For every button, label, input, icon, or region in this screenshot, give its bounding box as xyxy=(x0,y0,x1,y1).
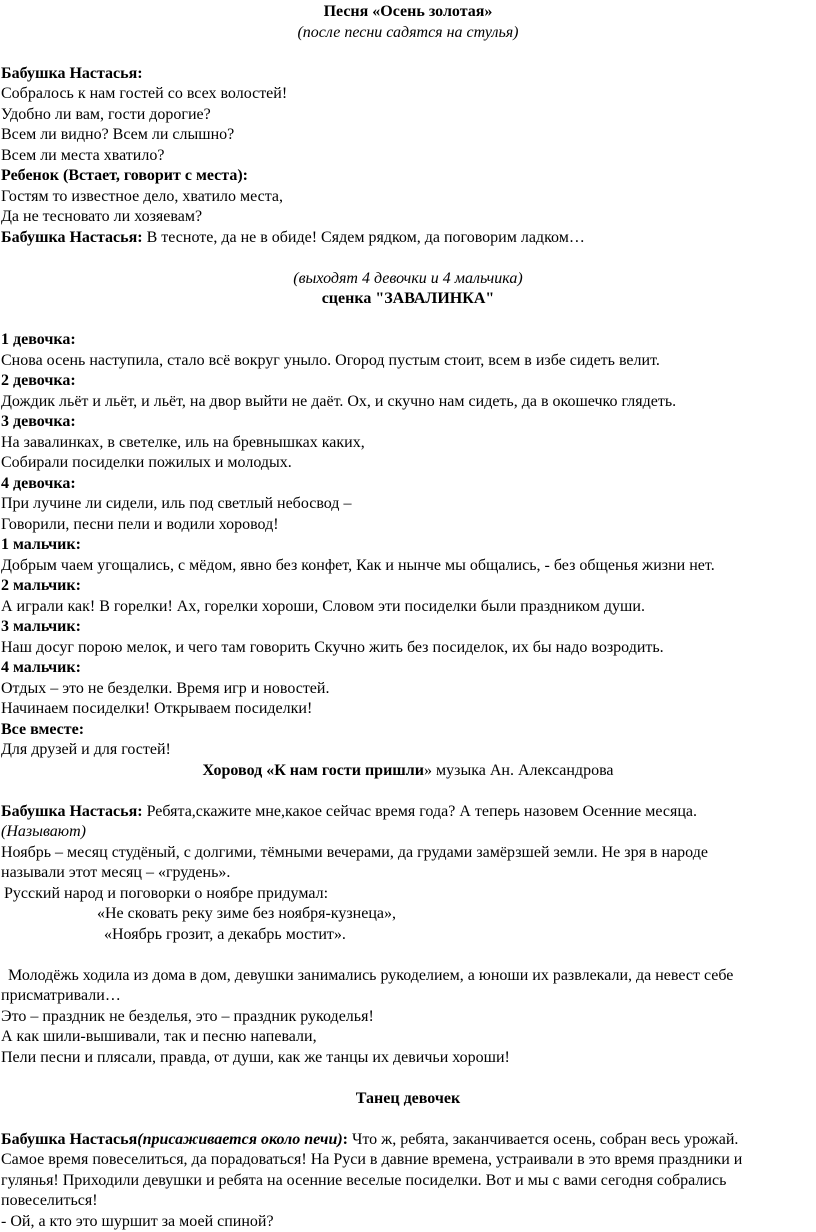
text-line: Всем ли видно? Всем ли слышно? xyxy=(1,125,816,146)
speech-text: В тесноте, да не в обиде! Сядем рядком, да поговорим ладком… xyxy=(143,229,585,246)
stage-direction: (присаживается около печи) xyxy=(137,1131,342,1148)
spacer xyxy=(0,310,816,331)
proverb-line: «Ноябрь грозит, а декабрь мостит». xyxy=(1,925,816,946)
text-line: Самое время повеселиться, да порадоваться! На Руси в давние времена, устраивали в это время праздники и xyxy=(1,1150,816,1171)
scene-title: сценка "ЗАВАЛИНКА" xyxy=(0,289,816,310)
text-line: Да не тесновато ли хозяевам? xyxy=(1,207,816,228)
spacer xyxy=(0,43,816,64)
song-subtitle: (после песни садятся на стулья) xyxy=(0,23,816,44)
text-line: - Ой, а кто это шуршит за моей спиной? xyxy=(1,1212,816,1232)
speaker-label: 2 девочка: xyxy=(1,371,816,392)
text-line: Дождик льёт и льёт, и льёт, на двор выйти не даёт. Ох, и скучно нам сидеть, да в окошечко глядеть. xyxy=(1,392,816,413)
text-line: Ноябрь – месяц студёный, с долгими, тёмными вечерами, да грудами замёрзшей земли. Не зря в народе xyxy=(1,843,816,864)
poem-line: Пели песни и плясали, правда, от души, как же танцы их девичьи хороши! xyxy=(1,1048,816,1069)
speaker-label: 4 мальчик: xyxy=(1,658,816,679)
stage-direction: (выходят 4 девочки и 4 мальчика) xyxy=(0,269,816,290)
speaker-label: Бабушка Настасья xyxy=(1,1131,137,1148)
speaker-label: 2 мальчик: xyxy=(1,576,816,597)
spacer xyxy=(0,781,816,802)
speaker-label: 3 девочка: xyxy=(1,412,816,433)
khorovod-music: » музыка Ан. Александрова xyxy=(424,762,614,779)
text-line: Снова осень наступила, стало всё вокруг уныло. Огород пустым стоит, всем в избе сидеть велит. xyxy=(1,351,816,372)
khorovod-title: Хоровод «К нам гости пришли xyxy=(202,762,424,779)
text-line xyxy=(1,1130,816,1151)
text-line: Наш досуг порою мелок, и чего там говорить Скучно жить без посиделок, их бы надо возродить. xyxy=(1,638,816,659)
song-title: Песня «Осень золотая» xyxy=(0,2,816,23)
text-line: При лучине ли сидели, иль под светлый небосвод – xyxy=(1,494,816,515)
text-line: присматривали… xyxy=(1,986,816,1007)
speaker-label: 3 мальчик: xyxy=(1,617,816,638)
speaker-label: Все вместе: xyxy=(1,720,816,741)
text-line: Отдых – это не безделки. Время игр и новостей. xyxy=(1,679,816,700)
text-line: Молодёжь ходила из дома в дом, девушки занимались рукоделием, а юноши их развлекали, да невест себе xyxy=(1,966,816,987)
speaker-label: 4 девочка: xyxy=(1,474,816,495)
text-line: Удобно ли вам, гости дорогие? xyxy=(1,105,816,126)
poem-line: А как шили-вышивали, так и песню напевали, xyxy=(1,1027,816,1048)
spacer xyxy=(0,1068,816,1089)
text-line: А играли как! В горелки! Ах, горелки хороши, Словом эти посиделки были праздником души. xyxy=(1,597,816,618)
text-line xyxy=(1,802,816,823)
speaker-label: Бабушка Настасья: xyxy=(1,229,143,246)
speech-text: Ребята,скажите мне,какое сейчас время года? А теперь назовем Осенние месяца. xyxy=(143,803,697,820)
text-line: Собралось к нам гостей со всех волостей! xyxy=(1,84,816,105)
text-line: Говорили, песни пели и водили хоровод! xyxy=(1,515,816,536)
speaker-label: 1 девочка: xyxy=(1,330,816,351)
text-line: Начинаем посиделки! Открываем посиделки! xyxy=(1,699,816,720)
text-line: Собирали посиделки пожилых и молодых. xyxy=(1,453,816,474)
text-line: гулянья! Приходили девушки и ребята на осенние веселые посиделки. Вот и мы с вами сегодня собрались xyxy=(1,1171,816,1192)
poem-line: Это – праздник не безделья, это – праздник рукоделья! xyxy=(1,1007,816,1028)
text-line: называли этот месяц – «грудень». xyxy=(1,863,816,884)
stage-direction: (Называют) xyxy=(1,822,816,843)
text-line: повеселиться! xyxy=(1,1191,816,1212)
text-line: Добрым чаем угощались, с мёдом, явно без конфет, Как и нынче мы общались, - без общенья жизни нет. xyxy=(1,556,816,577)
spacer xyxy=(0,945,816,966)
proverb-line: «Не сковать реку зиме без ноября-кузнеца», xyxy=(1,904,816,925)
colon: : xyxy=(343,1131,348,1148)
speaker-label: Ребенок (Встает, говорит с места): xyxy=(1,166,816,187)
text-line: Гостям то известное дело, хватило места, xyxy=(1,187,816,208)
khorovod-heading xyxy=(0,761,816,782)
spacer xyxy=(0,248,816,269)
speech-text: Что ж, ребята, заканчивается осень, собран весь урожай. xyxy=(348,1131,738,1148)
text-line xyxy=(1,228,816,249)
speaker-label: Бабушка Настасья: xyxy=(1,64,816,85)
text-line: На завалинках, в светелке, иль на бревнышках каких, xyxy=(1,433,816,454)
text-line: Русский народ и поговорки о ноябре придумал: xyxy=(1,884,816,905)
dance-title: Танец девочек xyxy=(0,1089,816,1110)
text-line: Для друзей и для гостей! xyxy=(1,740,816,761)
speaker-label: Бабушка Настасья: xyxy=(1,803,143,820)
text-line: Всем ли места хватило? xyxy=(1,146,816,167)
spacer xyxy=(0,1109,816,1130)
speaker-label: 1 мальчик: xyxy=(1,535,816,556)
